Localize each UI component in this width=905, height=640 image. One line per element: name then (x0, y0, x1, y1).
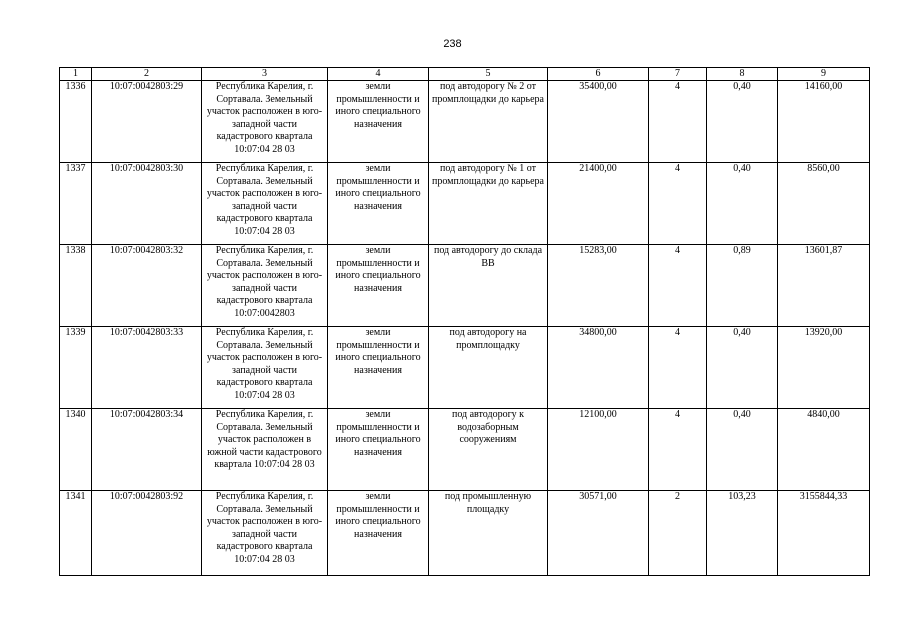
table-row (60, 491, 870, 576)
group-value: 4 (649, 327, 707, 409)
area-value: 21400,00 (548, 163, 649, 245)
group-value: 4 (649, 81, 707, 163)
table-row (60, 409, 870, 491)
cadastral-number: 10:07:0042803:30 (92, 163, 202, 245)
rate-value: 0,40 (707, 163, 778, 245)
cadastral-number: 10:07:0042803:33 (92, 327, 202, 409)
rate-value: 103,23 (707, 491, 778, 576)
cadastral-number: 10:07:0042803:34 (92, 409, 202, 491)
address: Республика Карелия, г. Сортавала. Земельный участок расположен в юго-западной части кадастрового квартала 10:07:04 28 03 (202, 327, 328, 409)
group-value: 4 (649, 163, 707, 245)
total-value: 13601,87 (778, 245, 870, 327)
table-row (60, 245, 870, 327)
row-number: 1338 (60, 245, 92, 327)
permitted-use: под автодорогу № 2 от промплощадки до карьера (429, 81, 548, 163)
rate-value: 0,40 (707, 327, 778, 409)
area-value: 34800,00 (548, 327, 649, 409)
total-value: 8560,00 (778, 163, 870, 245)
table-row (60, 327, 870, 409)
group-value: 4 (649, 409, 707, 491)
header-cell-1: 1 (60, 68, 92, 81)
row-number: 1336 (60, 81, 92, 163)
area-value: 35400,00 (548, 81, 649, 163)
permitted-use: под автодорогу до склада ВВ (429, 245, 548, 327)
cadastral-number: 10:07:0042803:92 (92, 491, 202, 576)
header-cell-4: 4 (328, 68, 429, 81)
table-row (60, 81, 870, 163)
header-cell-7: 7 (649, 68, 707, 81)
group-value: 4 (649, 245, 707, 327)
land-category: земли промышленности и иного специального назначения (328, 327, 429, 409)
area-value: 30571,00 (548, 491, 649, 576)
land-category: земли промышленности и иного специального назначения (328, 409, 429, 491)
total-value: 14160,00 (778, 81, 870, 163)
header-cell-6: 6 (548, 68, 649, 81)
header-row (60, 68, 870, 81)
page-number: 238 (443, 38, 462, 50)
area-value: 15283,00 (548, 245, 649, 327)
rate-value: 0,89 (707, 245, 778, 327)
cadastral-number: 10:07:0042803:32 (92, 245, 202, 327)
address: Республика Карелия, г. Сортавала. Земельный участок расположен в южной части кадастрового квартала 10:07:04 28 03 (202, 409, 328, 491)
address: Республика Карелия, г. Сортавала. Земельный участок расположен в юго-западной части кадастрового квартала 10:07:0042803 (202, 245, 328, 327)
land-category: земли промышленности и иного специального назначения (328, 81, 429, 163)
area-value: 12100,00 (548, 409, 649, 491)
row-number: 1337 (60, 163, 92, 245)
header-cell-3: 3 (202, 68, 328, 81)
address: Республика Карелия, г. Сортавала. Земельный участок расположен в юго-западной части кадастрового квартала 10:07:04 28 03 (202, 491, 328, 576)
land-category: земли промышленности и иного специального назначения (328, 491, 429, 576)
address: Республика Карелия, г. Сортавала. Земельный участок расположен в юго-западной части кадастрового квартала 10:07:04 28 03 (202, 163, 328, 245)
rate-value: 0,40 (707, 81, 778, 163)
total-value: 4840,00 (778, 409, 870, 491)
header-cell-5: 5 (429, 68, 548, 81)
rate-value: 0,40 (707, 409, 778, 491)
row-number: 1341 (60, 491, 92, 576)
cadastral-number: 10:07:0042803:29 (92, 81, 202, 163)
group-value: 2 (649, 491, 707, 576)
land-register-table (59, 67, 870, 576)
land-category: земли промышленности и иного специального назначения (328, 163, 429, 245)
permitted-use: под промышленную площадку (429, 491, 548, 576)
row-number: 1340 (60, 409, 92, 491)
total-value: 3155844,33 (778, 491, 870, 576)
row-number: 1339 (60, 327, 92, 409)
address: Республика Карелия, г. Сортавала. Земельный участок расположен в юго-западной части кадастрового квартала 10:07:04 28 03 (202, 81, 328, 163)
permitted-use: под автодорогу к водозаборным сооружениям (429, 409, 548, 491)
land-category: земли промышленности и иного специального назначения (328, 245, 429, 327)
table-row (60, 163, 870, 245)
header-cell-8: 8 (707, 68, 778, 81)
header-cell-9: 9 (778, 68, 870, 81)
total-value: 13920,00 (778, 327, 870, 409)
permitted-use: под автодорогу № 1 от промплощадки до карьера (429, 163, 548, 245)
header-cell-2: 2 (92, 68, 202, 81)
permitted-use: под автодорогу на промплощадку (429, 327, 548, 409)
